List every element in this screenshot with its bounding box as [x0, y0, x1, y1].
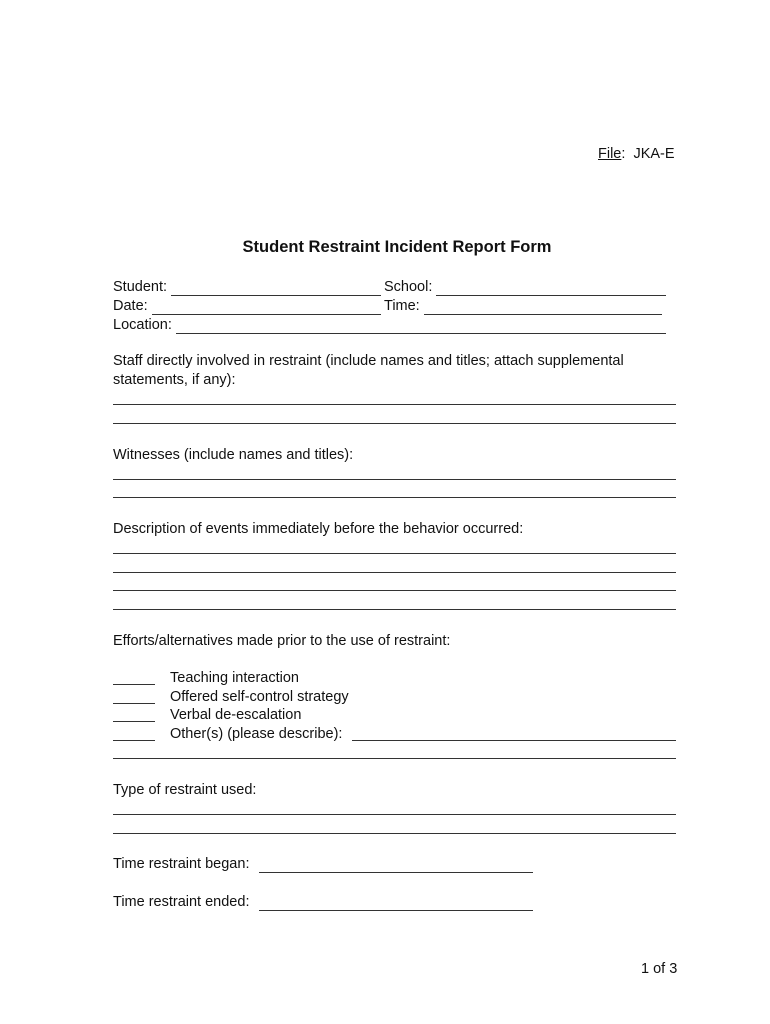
time-field[interactable]: [384, 297, 662, 315]
description-answer-line-4[interactable]: [113, 609, 676, 610]
other-describe-line[interactable]: [352, 740, 676, 741]
witnesses-answer-line-1[interactable]: [113, 479, 676, 480]
student-blank[interactable]: [171, 282, 381, 296]
option-label-3: Verbal de-escalation: [170, 707, 302, 723]
option-check-blank-1[interactable]: [113, 684, 155, 685]
efforts-prompt: Efforts/alternatives made prior to the use of restraint:: [113, 633, 451, 649]
location-label: Location:: [113, 317, 172, 333]
time-began-blank[interactable]: [259, 859, 533, 873]
page-number: 1 of 3: [641, 961, 678, 977]
location-field[interactable]: [113, 316, 666, 334]
description-answer-line-3[interactable]: [113, 590, 676, 591]
option-check-blank-3[interactable]: [113, 721, 155, 722]
staff-answer-line-1[interactable]: [113, 404, 676, 405]
file-reference: [598, 145, 675, 163]
file-label: File: [598, 146, 622, 162]
time-blank[interactable]: [424, 301, 662, 315]
file-value: JKA-E: [633, 146, 675, 162]
description-answer-line-1[interactable]: [113, 553, 676, 554]
time-began-label: Time restraint began:: [113, 856, 250, 872]
student-field[interactable]: [113, 278, 381, 296]
option-label-2: Offered self-control strategy: [170, 689, 349, 705]
restraint-type-prompt: Type of restraint used:: [113, 782, 257, 798]
time-began-field[interactable]: [113, 855, 533, 873]
time-ended-field[interactable]: [113, 893, 533, 911]
option-label-4: Other(s) (please describe):: [170, 726, 343, 742]
restraint-type-line-1[interactable]: [113, 814, 676, 815]
staff-answer-line-2[interactable]: [113, 423, 676, 424]
witnesses-answer-line-2[interactable]: [113, 497, 676, 498]
date-blank[interactable]: [152, 301, 381, 315]
file-separator: :: [621, 146, 626, 162]
form-title: Student Restraint Incident Report Form: [242, 238, 552, 256]
date-field[interactable]: [113, 297, 381, 315]
option-check-blank-4[interactable]: [113, 740, 155, 741]
option-label-1: Teaching interaction: [170, 670, 299, 686]
witnesses-prompt: Witnesses (include names and titles):: [113, 447, 354, 463]
staff-prompt-line2: statements, if any):: [113, 372, 236, 388]
option-check-blank-2[interactable]: [113, 703, 155, 704]
time-ended-blank[interactable]: [259, 897, 533, 911]
location-blank[interactable]: [176, 320, 666, 334]
school-field[interactable]: [384, 278, 666, 296]
student-label: Student:: [113, 279, 168, 295]
date-label: Date:: [113, 298, 148, 314]
school-blank[interactable]: [436, 282, 666, 296]
school-label: School:: [384, 279, 433, 295]
time-label: Time:: [384, 298, 420, 314]
time-ended-label: Time restraint ended:: [113, 894, 250, 910]
other-describe-line-2[interactable]: [113, 758, 676, 759]
staff-prompt-line1: Staff directly involved in restraint (include names and titles; attach supplemental: [113, 353, 624, 369]
description-prompt: Description of events immediately before the behavior occurred:: [113, 521, 524, 537]
description-answer-line-2[interactable]: [113, 572, 676, 573]
restraint-type-line-2[interactable]: [113, 833, 676, 834]
